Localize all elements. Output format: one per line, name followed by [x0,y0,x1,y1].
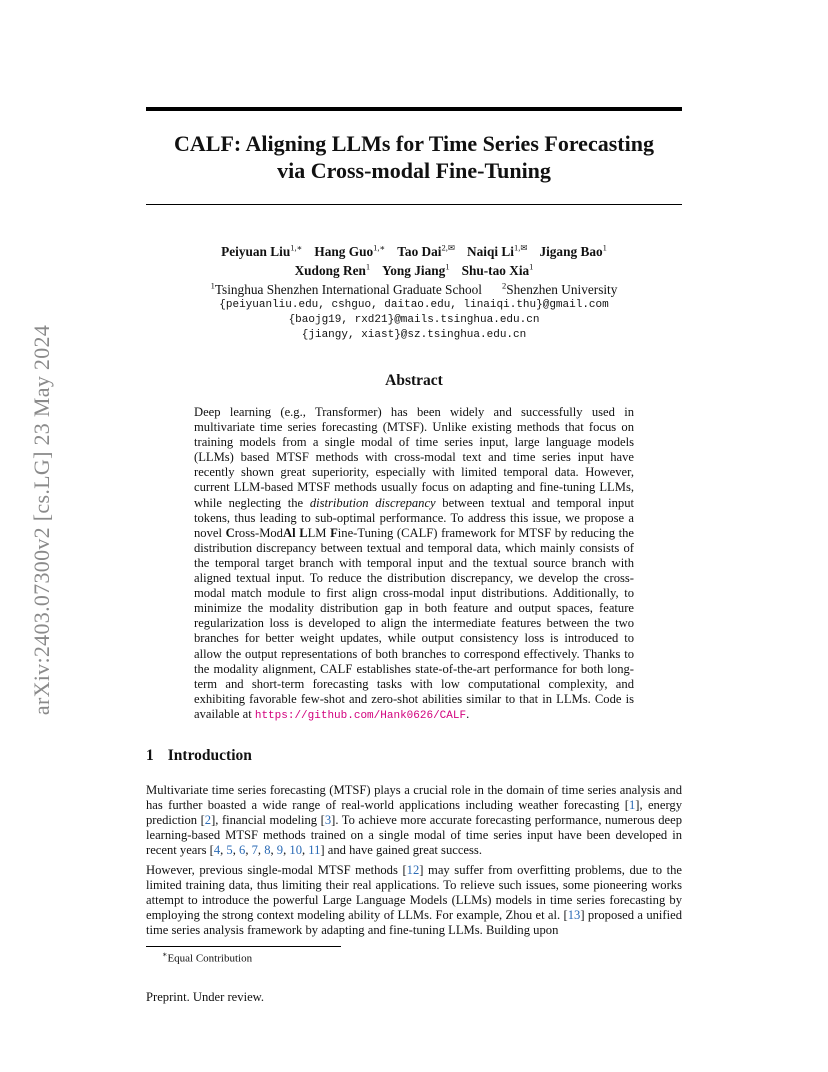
abstract-part-a: Deep learning (e.g., Transformer) has been widely and successfully used in multivariate time series forecasting (MTSF). Unlike existing methods that focus on training models from a single modal of time series input, large language models (LLMs) based MTSF methods with cross-modal text and time series input have recently shown great superiority, especially with limited temporal data. However, current LLM-based MTSF methods usually focus on adapting and fine-tuning LLMs, while neglecting the [194,405,634,510]
affiliation: $^1$Tsinghua Shenzhen International Graduate School [210,280,482,298]
author-block [146,241,682,343]
author-name-text: Naiqi Li [467,244,514,260]
acronym-letter: C [225,525,235,540]
author-name-text: Peiyuan Liu [221,244,291,260]
citation-link[interactable]: 8 [264,843,271,858]
author-name-text: Tao Dai [397,244,442,260]
title-top-rule [146,107,682,111]
author-affiliation-mark: 1,∗ [290,243,303,253]
acronym-letter: L [299,525,308,540]
code-link[interactable]: https://github.com/Hank0626/CALF [254,709,467,722]
email-line-1: {peiyuanliu.edu, cshguo, daitao.edu, linaiqi.thu}@gmail.com [219,298,609,311]
author-affiliation-mark: 1,✉ [513,243,528,253]
section-title: Introduction [167,747,252,764]
acronym-letter: Al [282,525,296,540]
title-bottom-rule [146,204,682,205]
citation-link[interactable]: 12 [406,863,420,877]
author-name-text: Yong Jiang [382,263,446,279]
abstract-emphasis: distribution discrepancy [309,495,436,510]
citation-link[interactable]: 6 [239,843,246,858]
author-name-text: Hang Guo [314,244,374,260]
preprint-note: Preprint. Under review. [146,990,265,1004]
affiliations [146,279,682,298]
citation-link[interactable]: 10 [289,843,302,858]
author-name-text: Shu-tao Xia [461,263,530,279]
abstract-text [194,405,634,724]
author-name-text: Xudong Ren [294,263,366,279]
section-heading-introduction [146,747,252,765]
section-number: 1 [146,747,154,764]
citation-link[interactable]: 5 [226,843,233,858]
abstract-part-c: (CALF) framework for MTSF by reducing the distribution discrepancy between textual and temporal data, which mainly consists of the temporal target branch with temporal input and the textual source branch with aligned textual input. To reduce the distribution discrepancy, we develop the cross-modal match module to first align cross-modal input distributions. Additionally, to minimize the modality distribution gap in both feature and output spaces, feature regularization loss is developed to align the intermediate features between the two branches for better weight updates, while output consistency loss is introduced to allow the output representations of both branches to correspond effectively. Thanks to the modality alignment, CALF establishes state-of-the-art performance for both long-term and short-term forecasting tasks with low computational complexity, and exhibiting favorable few-shot and zero-shot abilities similar to that in LLMs. Code is available at [194,525,634,721]
citation-link[interactable]: 1 [628,798,636,813]
author-name [221,244,302,259]
footnote-text: Equal Contribution [167,952,253,965]
author-affiliation-mark: 1 [602,243,607,253]
footnote-rule [146,946,341,947]
author-affiliation-mark: 2,✉ [441,243,455,253]
affiliation: $^2$Shenzhen University [502,280,618,298]
affiliation-mark: 1 [210,280,215,291]
citation-link[interactable]: 3 [324,813,332,828]
author-row-2 [146,260,682,279]
footnote-mark: ∗ [162,950,168,959]
email-line-2: {baojg19, rxd21}@mails.tsinghua.edu.cn [288,313,540,326]
citation-link[interactable]: 11 [308,843,321,858]
citation-link[interactable]: 2 [204,813,212,828]
author-name [467,244,527,259]
intro-paragraph-1: Multivariate time series forecasting (MTSF) plays a crucial role in the domain of time series analysis and has further boasted a wide range of real-world applications including weather forecasting [1], energy prediction [2], financial modeling [3]. To achieve more accurate forecasting performance, numerous deep learning-based MTSF methods trained on a single modal of time series input have been developed in recent years [4, 5, 6, 7, 8, 9, 10, 11] and have gained great success. [146,783,682,858]
author-affiliation-mark: 1 [529,261,534,272]
paper-title [146,130,682,184]
author-name [382,263,449,278]
intro-paragraph-2: However, previous single-modal MTSF methods [12] may suffer from overfitting problems, due to the limited training data, thus limiting their real applications. To relieve such issues, some pioneering works attempt to introduce the powerful Large Language Models (LLMs) models in time series forecasting by employing the strong context modeling ability of LLMs. For example, Zhou et al. [13] proposed a unified time series analysis framework by adapting and fine-tuning LLMs. Building upon [146,863,683,938]
footnote [162,950,252,965]
author-name [462,263,534,278]
author-name [397,244,455,259]
email-line-3: {jiangy, xiast}@sz.tsinghua.edu.cn [301,328,527,341]
author-name [539,244,606,259]
citation-link[interactable]: 9 [276,843,284,858]
author-affiliation-mark: 1 [365,261,371,272]
author-row-1 [146,241,682,260]
title-line-1: CALF: Aligning LLMs for Time Series Forecasting [174,131,654,156]
author-name-text: Jigang Bao [539,244,603,260]
arxiv-sidebar [29,270,54,770]
citation-link[interactable]: 4 [213,843,221,858]
author-affiliation-mark: 1 [445,261,450,272]
author-affiliation-mark: 1,∗ [373,243,386,253]
calf-acronym: Cross-ModAl LLM Fine-Tuning [225,525,394,540]
affiliation-mark: 2 [502,280,507,291]
arxiv-id: arXiv:2403.07300v2 [cs.LG] 23 May 2024 [29,324,54,716]
author-name [314,244,385,259]
acronym-letter: F [330,525,338,540]
citation-link[interactable]: 13 [567,908,581,923]
abstract-end: . [466,706,470,721]
author-name [295,263,371,278]
title-line-2: via Cross-modal Fine-Tuning [277,158,551,183]
abstract-heading: Abstract [385,372,443,389]
citation-link[interactable]: 7 [251,843,258,858]
abstract-part-b: between textual and temporal input tokens, thus leading to sub-optimal performance. To address this issue, we propose a novel [194,495,635,540]
